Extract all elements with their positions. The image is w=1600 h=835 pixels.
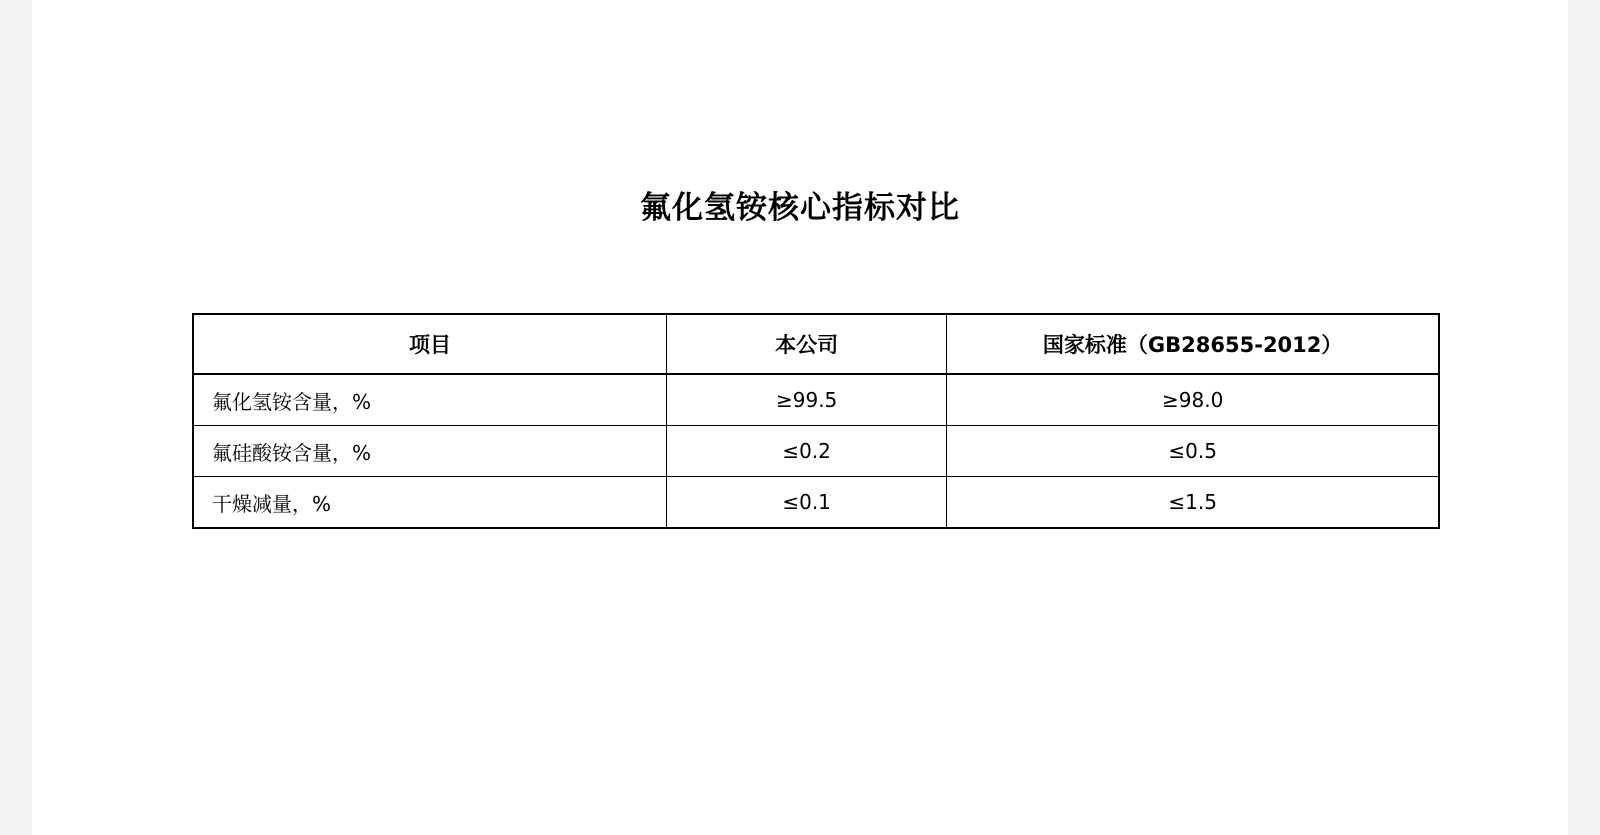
cell-standard-value: ≥98.0 <box>947 374 1439 426</box>
table-row <box>193 426 1439 477</box>
table-row <box>193 477 1439 529</box>
cell-standard-value: ≤1.5 <box>947 477 1439 529</box>
column-header-national-standard: 国家标准（GB28655-2012） <box>947 314 1439 374</box>
page-title: 氟化氢铵核心指标对比 <box>640 190 960 226</box>
column-header-item: 项目 <box>193 314 666 374</box>
column-header-company: 本公司 <box>666 314 946 374</box>
comparison-table <box>192 313 1440 529</box>
table-body <box>193 374 1439 528</box>
comparison-table-container <box>192 313 1440 529</box>
cell-item: 氟化氢铵含量，% <box>193 374 666 426</box>
table-header <box>193 314 1439 374</box>
document-page <box>32 0 1568 835</box>
cell-item: 氟硅酸铵含量，% <box>193 426 666 477</box>
cell-company-value: ≤0.2 <box>666 426 946 477</box>
cell-item: 干燥减量，% <box>193 477 666 529</box>
table-header-row <box>193 314 1439 374</box>
cell-company-value: ≤0.1 <box>666 477 946 529</box>
cell-company-value: ≥99.5 <box>666 374 946 426</box>
table-row <box>193 374 1439 426</box>
cell-standard-value: ≤0.5 <box>947 426 1439 477</box>
